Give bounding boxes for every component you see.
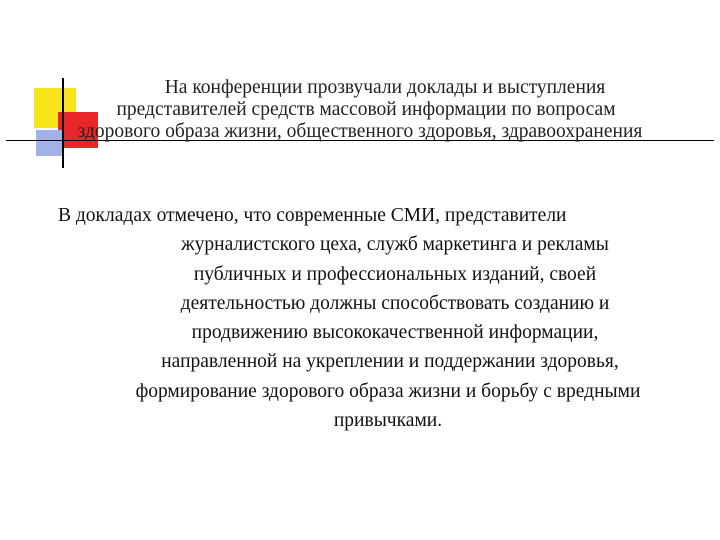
body-line: деятельностью должны способствовать созданию и bbox=[180, 292, 610, 314]
body-line: направленной на укреплении и поддержании здоровья, bbox=[161, 351, 619, 373]
title-line: здорового образа жизни, общественного здоровья, здравоохранения bbox=[77, 121, 643, 142]
slide-title bbox=[0, 77, 720, 143]
body-line: публичных и профессиональных изданий, своей bbox=[193, 263, 597, 285]
body-line: журналистского цеха, служб маркетинга и рекламы bbox=[181, 234, 609, 256]
title-line: представителей средств массовой информации по вопросам bbox=[116, 99, 616, 120]
body-line: В докладах отмечено, что современные СМИ, представители bbox=[58, 205, 567, 226]
title-line: На конференции прозвучали доклады и выступления bbox=[164, 77, 606, 98]
body-line: привычками. bbox=[333, 410, 443, 432]
slide-body-text bbox=[50, 201, 720, 435]
body-line: продвижению высококачественной информации, bbox=[191, 322, 599, 344]
body-line: формирование здорового образа жизни и борьбу с вредными bbox=[135, 380, 641, 402]
